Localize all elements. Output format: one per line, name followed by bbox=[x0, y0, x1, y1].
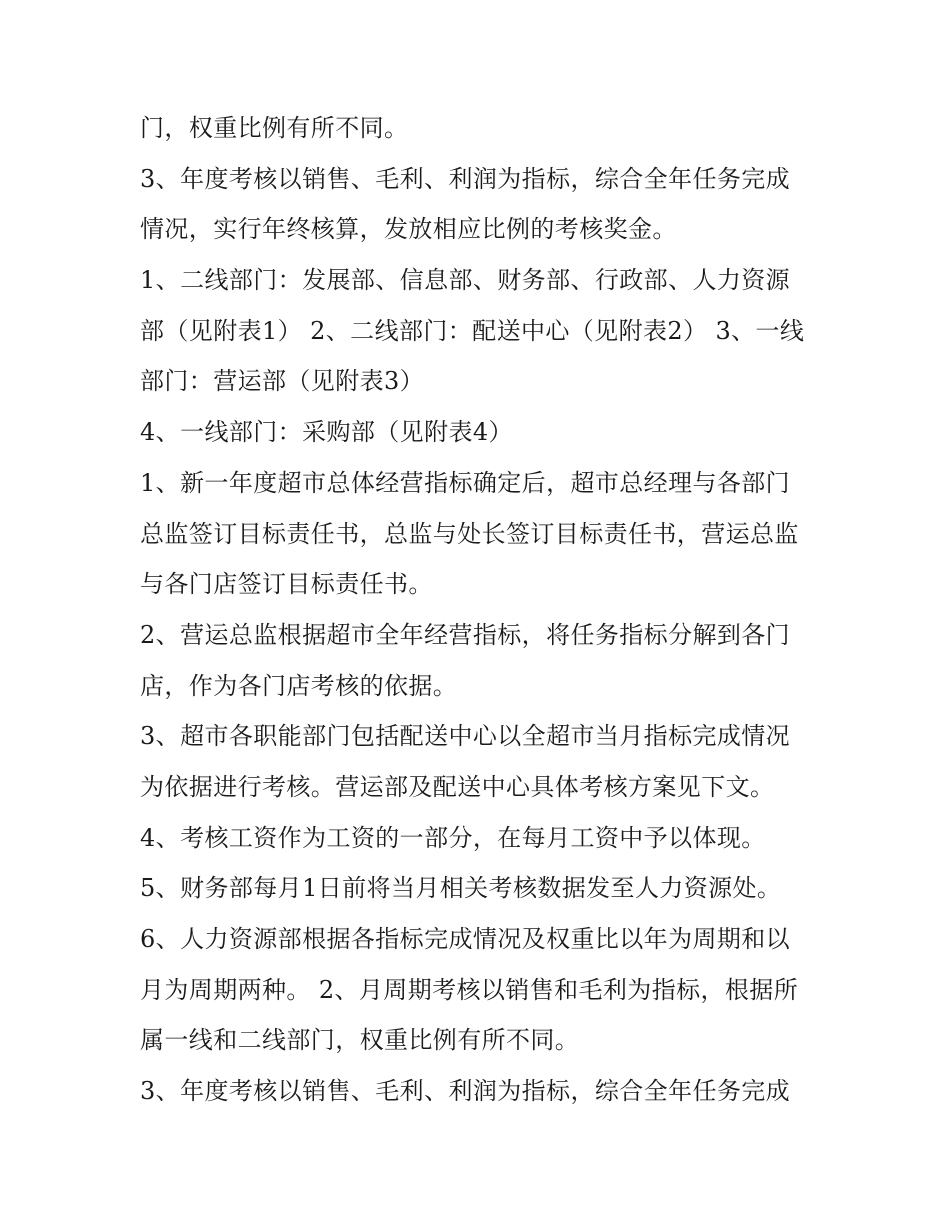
text-line: 部门：营运部（见附表3） bbox=[140, 367, 425, 396]
text-line: 部（见附表1） 2、二线部门：配送中心（见附表2） 3、一线 bbox=[140, 316, 805, 345]
text-line: 门，权重比例有所不同。 bbox=[140, 114, 409, 142]
text-line: 3、年度考核以销售、毛利、利润为指标，综合全年任务完成 bbox=[140, 1077, 791, 1106]
text-line: 6、人力资源部根据各指标完成情况及权重比以年为周期和以 bbox=[140, 925, 791, 953]
text-line: 5、财务部每月1日前将当月相关考核数据发至人力资源处。 bbox=[140, 874, 782, 903]
text-line: 4、考核工资作为工资的一部分，在每月工资中予以体现。 bbox=[140, 823, 766, 852]
text-line: 情况，实行年终核算，发放相应比例的考核奖金。 bbox=[140, 215, 677, 244]
text-line: 月为周期两种。 2、月周期考核以销售和毛利为指标，根据所 bbox=[140, 975, 799, 1004]
text-line: 为依据进行考核。营运部及配送中心具体考核方案见下文。 bbox=[140, 772, 775, 801]
text-line: 总监签订目标责任书，总监与处长签订目标责任书，营运总监 bbox=[140, 519, 799, 548]
text-line: 2、营运总监根据超市全年经营指标，将任务指标分解到各门 bbox=[140, 620, 791, 649]
text-line: 1、二线部门：发展部、信息部、财务部、行政部、人力资源 bbox=[140, 266, 791, 295]
text-line: 店，作为各门店考核的依据。 bbox=[140, 671, 458, 700]
text-line: 与各门店签订目标责任书。 bbox=[140, 570, 433, 599]
body-text bbox=[140, 103, 830, 1117]
text-line: 3、年度考核以销售、毛利、利润为指标，综合全年任务完成 bbox=[140, 164, 791, 193]
text-line: 1、新一年度超市总体经营指标确定后，超市总经理与各部门 bbox=[140, 468, 791, 497]
text-line: 4、一线部门：采购部（见附表4） bbox=[140, 418, 513, 447]
text-line: 属一线和二线部门，权重比例有所不同。 bbox=[140, 1026, 580, 1055]
text-line: 3、超市各职能部门包括配送中心以全超市当月指标完成情况 bbox=[140, 722, 791, 751]
